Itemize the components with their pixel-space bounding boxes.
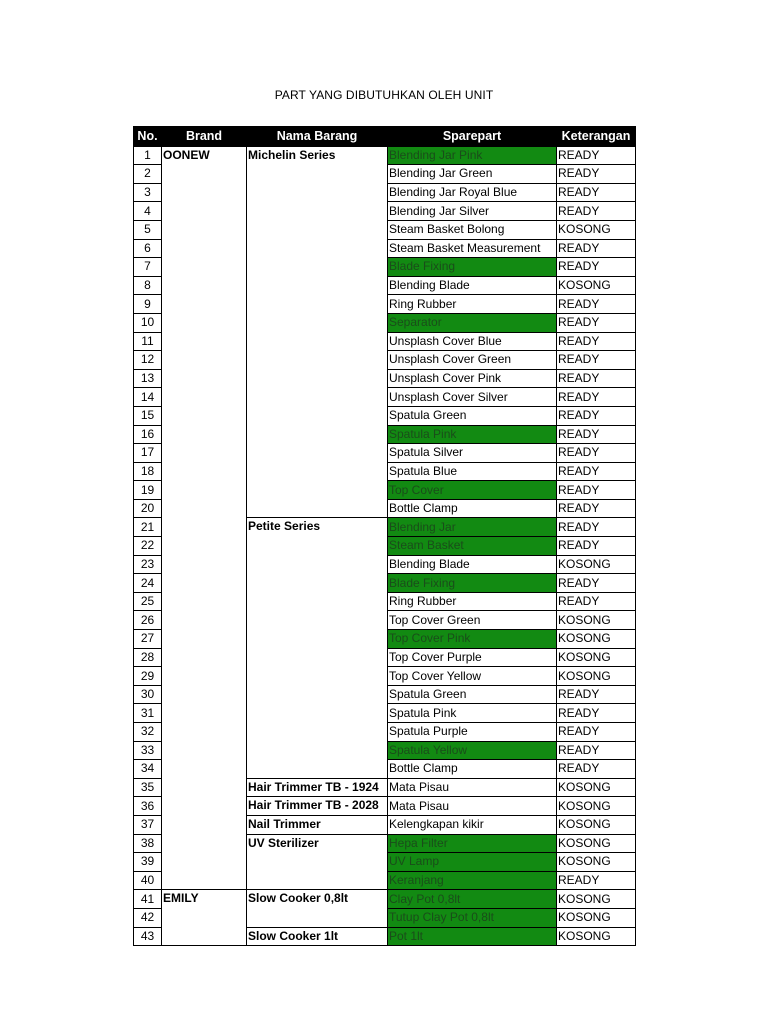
row-number: 40 bbox=[134, 871, 162, 890]
sparepart-cell: Separator bbox=[388, 313, 557, 332]
keterangan-cell: KOSONG bbox=[557, 797, 636, 816]
sparepart-cell: UV Lamp bbox=[388, 853, 557, 872]
keterangan-cell: READY bbox=[557, 313, 636, 332]
row-number: 17 bbox=[134, 444, 162, 463]
sparepart-cell: Blending Jar Silver bbox=[388, 202, 557, 221]
table-row bbox=[134, 146, 636, 165]
sparepart-cell: Top Cover Green bbox=[388, 611, 557, 630]
row-number: 23 bbox=[134, 555, 162, 574]
sparepart-cell: Hepa Filter bbox=[388, 834, 557, 853]
keterangan-cell: READY bbox=[557, 239, 636, 258]
keterangan-cell: KOSONG bbox=[557, 220, 636, 239]
row-number: 28 bbox=[134, 648, 162, 667]
nama-barang-cell: Nail Trimmer bbox=[247, 815, 388, 834]
keterangan-cell: READY bbox=[557, 481, 636, 500]
row-number: 1 bbox=[134, 146, 162, 165]
sparepart-cell: Tutup Clay Pot 0,8lt bbox=[388, 908, 557, 927]
sparepart-cell: Spatula Blue bbox=[388, 462, 557, 481]
keterangan-cell: READY bbox=[557, 388, 636, 407]
row-number: 21 bbox=[134, 518, 162, 537]
sparepart-cell: Spatula Silver bbox=[388, 444, 557, 463]
keterangan-cell: KOSONG bbox=[557, 667, 636, 686]
row-number: 16 bbox=[134, 425, 162, 444]
keterangan-cell: KOSONG bbox=[557, 927, 636, 946]
sparepart-cell: Ring Rubber bbox=[388, 295, 557, 314]
row-number: 30 bbox=[134, 685, 162, 704]
keterangan-cell: READY bbox=[557, 685, 636, 704]
row-number: 35 bbox=[134, 778, 162, 797]
keterangan-cell: READY bbox=[557, 462, 636, 481]
keterangan-cell: KOSONG bbox=[557, 630, 636, 649]
keterangan-cell: KOSONG bbox=[557, 555, 636, 574]
nama-barang-cell: Hair Trimmer TB - 1924 bbox=[247, 778, 388, 797]
row-number: 38 bbox=[134, 834, 162, 853]
sparepart-cell: Blending Blade bbox=[388, 276, 557, 295]
keterangan-cell: READY bbox=[557, 537, 636, 556]
keterangan-cell: KOSONG bbox=[557, 908, 636, 927]
sparepart-cell: Unsplash Cover Pink bbox=[388, 369, 557, 388]
row-number: 6 bbox=[134, 239, 162, 258]
row-number: 41 bbox=[134, 890, 162, 909]
sparepart-cell: Unsplash Cover Silver bbox=[388, 388, 557, 407]
keterangan-cell: READY bbox=[557, 369, 636, 388]
keterangan-cell: READY bbox=[557, 518, 636, 537]
sparepart-cell: Spatula Green bbox=[388, 406, 557, 425]
row-number: 42 bbox=[134, 908, 162, 927]
row-number: 34 bbox=[134, 760, 162, 779]
sparepart-cell: Blending Jar Green bbox=[388, 165, 557, 184]
sparepart-cell: Steam Basket bbox=[388, 537, 557, 556]
keterangan-cell: READY bbox=[557, 332, 636, 351]
row-number: 12 bbox=[134, 351, 162, 370]
keterangan-cell: READY bbox=[557, 258, 636, 277]
keterangan-cell: READY bbox=[557, 444, 636, 463]
keterangan-cell: KOSONG bbox=[557, 611, 636, 630]
sparepart-cell: Top Cover bbox=[388, 481, 557, 500]
nama-barang-cell: UV Sterilizer bbox=[247, 834, 388, 890]
keterangan-cell: READY bbox=[557, 406, 636, 425]
keterangan-cell: READY bbox=[557, 295, 636, 314]
keterangan-cell: KOSONG bbox=[557, 815, 636, 834]
row-number: 26 bbox=[134, 611, 162, 630]
row-number: 24 bbox=[134, 574, 162, 593]
sparepart-cell: Bottle Clamp bbox=[388, 760, 557, 779]
keterangan-cell: READY bbox=[557, 574, 636, 593]
sparepart-cell: Spatula Purple bbox=[388, 723, 557, 742]
row-number: 37 bbox=[134, 815, 162, 834]
row-number: 36 bbox=[134, 797, 162, 816]
sparepart-cell: Spatula Green bbox=[388, 685, 557, 704]
sparepart-cell: Mata Pisau bbox=[388, 778, 557, 797]
header-brand: Brand bbox=[162, 127, 247, 147]
sparepart-cell: Top Cover Purple bbox=[388, 648, 557, 667]
row-number: 8 bbox=[134, 276, 162, 295]
row-number: 25 bbox=[134, 592, 162, 611]
sparepart-cell: Blending Jar bbox=[388, 518, 557, 537]
sparepart-cell: Spatula Pink bbox=[388, 425, 557, 444]
brand-cell: OONEW bbox=[162, 146, 247, 890]
row-number: 2 bbox=[134, 165, 162, 184]
sparepart-cell: Steam Basket Bolong bbox=[388, 220, 557, 239]
keterangan-cell: READY bbox=[557, 723, 636, 742]
parts-table bbox=[133, 126, 636, 946]
row-number: 32 bbox=[134, 723, 162, 742]
keterangan-cell: READY bbox=[557, 871, 636, 890]
table-row bbox=[134, 890, 636, 909]
keterangan-cell: READY bbox=[557, 704, 636, 723]
sparepart-cell: Kelengkapan kikir bbox=[388, 815, 557, 834]
row-number: 20 bbox=[134, 499, 162, 518]
keterangan-cell: READY bbox=[557, 760, 636, 779]
row-number: 18 bbox=[134, 462, 162, 481]
keterangan-cell: KOSONG bbox=[557, 276, 636, 295]
page-title: PART YANG DIBUTUHKAN OLEH UNIT bbox=[274, 88, 494, 102]
row-number: 5 bbox=[134, 220, 162, 239]
header-no: No. bbox=[134, 127, 162, 147]
table-body bbox=[134, 146, 636, 946]
keterangan-cell: READY bbox=[557, 202, 636, 221]
sparepart-cell: Blade Fixing bbox=[388, 574, 557, 593]
sparepart-cell: Steam Basket Measurement bbox=[388, 239, 557, 258]
row-number: 14 bbox=[134, 388, 162, 407]
keterangan-cell: KOSONG bbox=[557, 853, 636, 872]
row-number: 15 bbox=[134, 406, 162, 425]
sparepart-cell: Top Cover Yellow bbox=[388, 667, 557, 686]
header-nama-barang: Nama Barang bbox=[247, 127, 388, 147]
sparepart-cell: Ring Rubber bbox=[388, 592, 557, 611]
keterangan-cell: READY bbox=[557, 146, 636, 165]
keterangan-cell: READY bbox=[557, 351, 636, 370]
sparepart-cell: Bottle Clamp bbox=[388, 499, 557, 518]
keterangan-cell: READY bbox=[557, 425, 636, 444]
keterangan-cell: READY bbox=[557, 592, 636, 611]
nama-barang-cell: Michelin Series bbox=[247, 146, 388, 518]
row-number: 39 bbox=[134, 853, 162, 872]
sparepart-cell: Spatula Pink bbox=[388, 704, 557, 723]
sparepart-cell: Unsplash Cover Green bbox=[388, 351, 557, 370]
sparepart-cell: Blending Jar Royal Blue bbox=[388, 183, 557, 202]
keterangan-cell: READY bbox=[557, 499, 636, 518]
keterangan-cell: KOSONG bbox=[557, 890, 636, 909]
nama-barang-cell: Hair Trimmer TB - 2028 bbox=[247, 797, 388, 816]
sparepart-cell: Unsplash Cover Blue bbox=[388, 332, 557, 351]
sparepart-cell: Clay Pot 0,8lt bbox=[388, 890, 557, 909]
nama-barang-cell: Slow Cooker 1lt bbox=[247, 927, 388, 946]
row-number: 9 bbox=[134, 295, 162, 314]
keterangan-cell: READY bbox=[557, 165, 636, 184]
sparepart-cell: Pot 1lt bbox=[388, 927, 557, 946]
row-number: 4 bbox=[134, 202, 162, 221]
sparepart-cell: Mata Pisau bbox=[388, 797, 557, 816]
row-number: 13 bbox=[134, 369, 162, 388]
sparepart-cell: Blending Blade bbox=[388, 555, 557, 574]
brand-cell: EMILY bbox=[162, 890, 247, 946]
row-number: 11 bbox=[134, 332, 162, 351]
row-number: 7 bbox=[134, 258, 162, 277]
row-number: 19 bbox=[134, 481, 162, 500]
sparepart-cell: Spatula Yellow bbox=[388, 741, 557, 760]
header-keterangan: Keterangan bbox=[557, 127, 636, 147]
row-number: 31 bbox=[134, 704, 162, 723]
keterangan-cell: READY bbox=[557, 183, 636, 202]
nama-barang-cell: Slow Cooker 0,8lt bbox=[247, 890, 388, 927]
keterangan-cell: KOSONG bbox=[557, 834, 636, 853]
header-row bbox=[134, 127, 636, 147]
keterangan-cell: READY bbox=[557, 741, 636, 760]
row-number: 43 bbox=[134, 927, 162, 946]
keterangan-cell: KOSONG bbox=[557, 778, 636, 797]
row-number: 29 bbox=[134, 667, 162, 686]
sparepart-cell: Blending Jar Pink bbox=[388, 146, 557, 165]
row-number: 10 bbox=[134, 313, 162, 332]
header-sparepart: Sparepart bbox=[388, 127, 557, 147]
sparepart-cell: Keranjang bbox=[388, 871, 557, 890]
row-number: 27 bbox=[134, 630, 162, 649]
sparepart-cell: Blade Fixing bbox=[388, 258, 557, 277]
keterangan-cell: KOSONG bbox=[557, 648, 636, 667]
nama-barang-cell: Petite Series bbox=[247, 518, 388, 778]
row-number: 3 bbox=[134, 183, 162, 202]
sparepart-cell: Top Cover Pink bbox=[388, 630, 557, 649]
row-number: 22 bbox=[134, 537, 162, 556]
row-number: 33 bbox=[134, 741, 162, 760]
